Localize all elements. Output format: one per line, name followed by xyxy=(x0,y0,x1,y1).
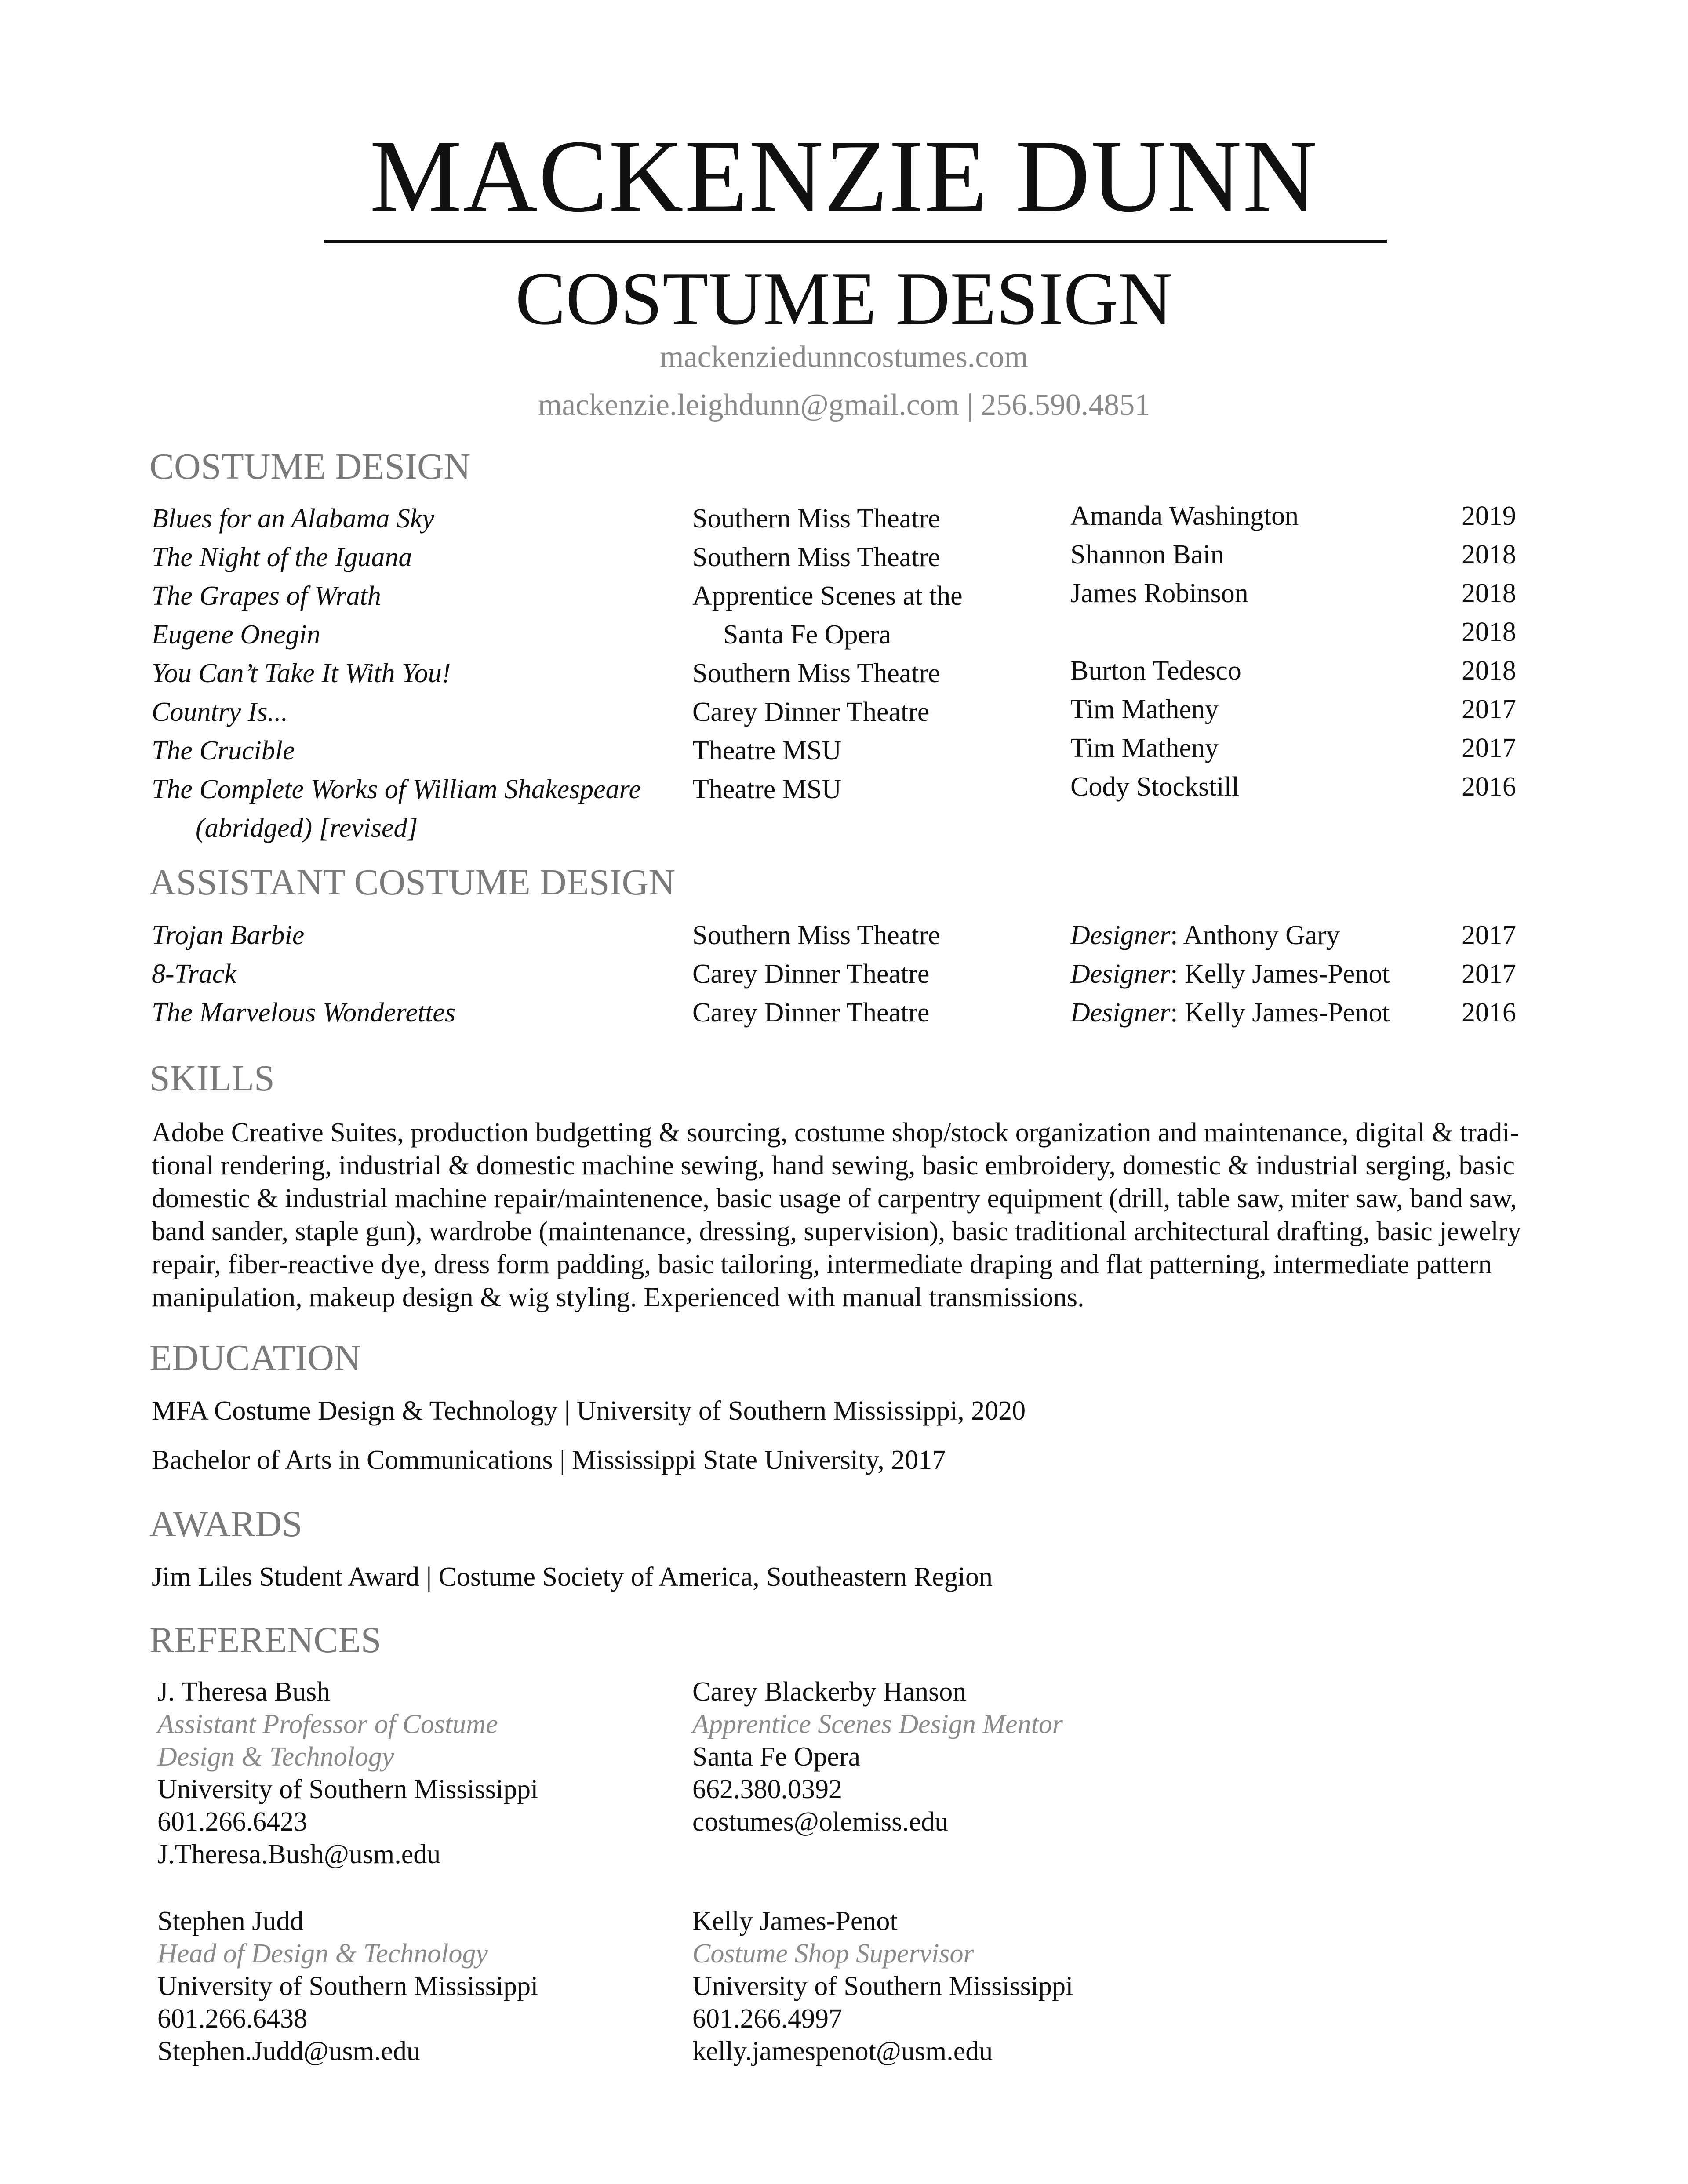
production-title: Country Is... xyxy=(152,697,288,727)
reference-email[interactable]: J.Theresa.Bush@usm.edu xyxy=(157,1839,441,1869)
production-designer xyxy=(1070,956,1390,992)
production-designer xyxy=(1070,995,1390,1030)
skills-line: domestic & industrial machine repair/maintenence, basic usage of carpentry equipment (drill, table saw, miter saw, band saw, xyxy=(152,1184,1517,1214)
candidate-name: MACKENZIE DUNN xyxy=(369,119,1319,234)
production-year: 2018 xyxy=(1462,540,1516,570)
section-heading-awards: AWARDS xyxy=(149,1504,302,1544)
reference-organization: University of Southern Mississippi xyxy=(157,1774,538,1804)
production-director: Shannon Bain xyxy=(1070,540,1224,570)
reference-phone: 601.266.4997 xyxy=(692,2004,842,2034)
production-year: 2017 xyxy=(1462,733,1516,763)
reference-email[interactable]: costumes@olemiss.edu xyxy=(692,1807,949,1837)
reference-phone: 662.380.0392 xyxy=(692,1774,842,1804)
production-year: 2018 xyxy=(1462,578,1516,608)
reference-name: Stephen Judd xyxy=(157,1906,304,1936)
designer-label: Designer xyxy=(1070,920,1171,950)
production-title: The Crucible xyxy=(152,736,295,766)
production-year: 2019 xyxy=(1462,501,1516,531)
section-heading-assistant-costume-design: ASSISTANT COSTUME DESIGN xyxy=(149,862,675,903)
reference-phone: 601.266.6438 xyxy=(157,2004,307,2034)
reference-phone: 601.266.6423 xyxy=(157,1807,307,1837)
production-title: The Marvelous Wonderettes xyxy=(152,998,456,1028)
reference-title: Costume Shop Supervisor xyxy=(692,1939,974,1969)
skills-line: manipulation, makeup design & wig styling. Experienced with manual transmissions. xyxy=(152,1283,1084,1312)
production-title: Blues for an Alabama Sky xyxy=(152,504,434,534)
reference-title: Head of Design & Technology xyxy=(157,1939,488,1969)
production-year: 2018 xyxy=(1462,617,1516,647)
production-director: Cody Stockstill xyxy=(1070,772,1240,802)
designer-name: : Kelly James-Penot xyxy=(1170,959,1390,989)
production-director: Tim Matheny xyxy=(1070,694,1219,724)
reference-name: Kelly James-Penot xyxy=(692,1906,898,1936)
reference-title: Assistant Professor of Costume xyxy=(157,1709,498,1739)
reference-organization: University of Southern Mississippi xyxy=(157,1971,538,2001)
production-venue: Apprentice Scenes at the xyxy=(692,581,963,611)
education-entry: MFA Costume Design & Technology | University of Southern Mississippi, 2020 xyxy=(152,1396,1026,1426)
reference-organization: Santa Fe Opera xyxy=(692,1742,861,1772)
section-heading-skills: SKILLS xyxy=(149,1058,275,1099)
production-title: Trojan Barbie xyxy=(152,920,305,950)
production-venue: Santa Fe Opera xyxy=(723,620,891,650)
section-heading-costume-design: COSTUME DESIGN xyxy=(149,446,471,487)
education-entry: Bachelor of Arts in Communications | Mississippi State University, 2017 xyxy=(152,1445,946,1475)
production-venue: Theatre MSU xyxy=(692,736,842,766)
contact-line[interactable]: mackenzie.leighdunn@gmail.com | 256.590.4851 xyxy=(538,388,1150,422)
header-divider xyxy=(324,240,1387,243)
production-year: 2016 xyxy=(1462,772,1516,802)
profession-title: COSTUME DESIGN xyxy=(515,257,1173,341)
skills-line: repair, fiber-reactive dye, dress form padding, basic tailoring, intermediate draping and flat patterning, intermediate pattern xyxy=(152,1250,1492,1279)
production-title: (abridged) [revised] xyxy=(196,813,418,843)
production-year: 2018 xyxy=(1462,656,1516,686)
production-title: You Can’t Take It With You! xyxy=(152,658,451,688)
production-venue: Carey Dinner Theatre xyxy=(692,998,930,1028)
skills-paragraph xyxy=(152,1116,1541,1314)
production-venue: Southern Miss Theatre xyxy=(692,920,940,950)
designer-name: : Anthony Gary xyxy=(1170,920,1340,950)
reference-title: Design & Technology xyxy=(157,1742,394,1772)
production-venue: Southern Miss Theatre xyxy=(692,504,940,534)
reference-name: Carey Blackerby Hanson xyxy=(692,1677,967,1707)
production-director: James Robinson xyxy=(1070,578,1248,608)
skills-line: band sander, staple gun), wardrobe (maintenance, dressing, supervision), basic traditional architectural drafting, basic jewelry xyxy=(152,1217,1521,1246)
production-venue: Southern Miss Theatre xyxy=(692,542,940,572)
section-heading-references: REFERENCES xyxy=(149,1620,382,1661)
designer-name: : Kelly James-Penot xyxy=(1170,998,1390,1028)
section-heading-education: EDUCATION xyxy=(149,1337,361,1378)
reference-name: J. Theresa Bush xyxy=(157,1677,331,1707)
website-link[interactable]: mackenziedunncostumes.com xyxy=(660,340,1028,374)
production-year: 2017 xyxy=(1462,694,1516,724)
production-title: The Night of the Iguana xyxy=(152,542,412,572)
production-year: 2017 xyxy=(1462,920,1516,950)
reference-email[interactable]: kelly.jamespenot@usm.edu xyxy=(692,2036,993,2066)
production-title: The Complete Works of William Shakespeare xyxy=(152,774,641,804)
production-title: Eugene Onegin xyxy=(152,620,320,650)
reference-email[interactable]: Stephen.Judd@usm.edu xyxy=(157,2036,420,2066)
reference-title: Apprentice Scenes Design Mentor xyxy=(692,1709,1063,1739)
production-director: Burton Tedesco xyxy=(1070,656,1241,686)
production-venue: Carey Dinner Theatre xyxy=(692,959,930,989)
production-venue: Carey Dinner Theatre xyxy=(692,697,930,727)
award-entry: Jim Liles Student Award | Costume Society of America, Southeastern Region xyxy=(152,1562,993,1592)
skills-line: tional rendering, industrial & domestic machine sewing, hand sewing, basic embroidery, domestic & industrial serging, basic xyxy=(152,1151,1515,1181)
production-director: Tim Matheny xyxy=(1070,733,1219,763)
production-director: Amanda Washington xyxy=(1070,501,1299,531)
production-venue: Southern Miss Theatre xyxy=(692,658,940,688)
production-year: 2016 xyxy=(1462,998,1516,1028)
production-title: The Grapes of Wrath xyxy=(152,581,381,611)
designer-label: Designer xyxy=(1070,959,1171,989)
production-venue: Theatre MSU xyxy=(692,774,842,804)
skills-line: Adobe Creative Suites, production budgetting & sourcing, costume shop/stock organization and maintenance, digital & tradi- xyxy=(152,1118,1519,1148)
designer-label: Designer xyxy=(1070,998,1171,1028)
production-designer xyxy=(1070,918,1340,953)
production-title: 8-Track xyxy=(152,959,236,989)
reference-organization: University of Southern Mississippi xyxy=(692,1971,1073,2001)
production-year: 2017 xyxy=(1462,959,1516,989)
